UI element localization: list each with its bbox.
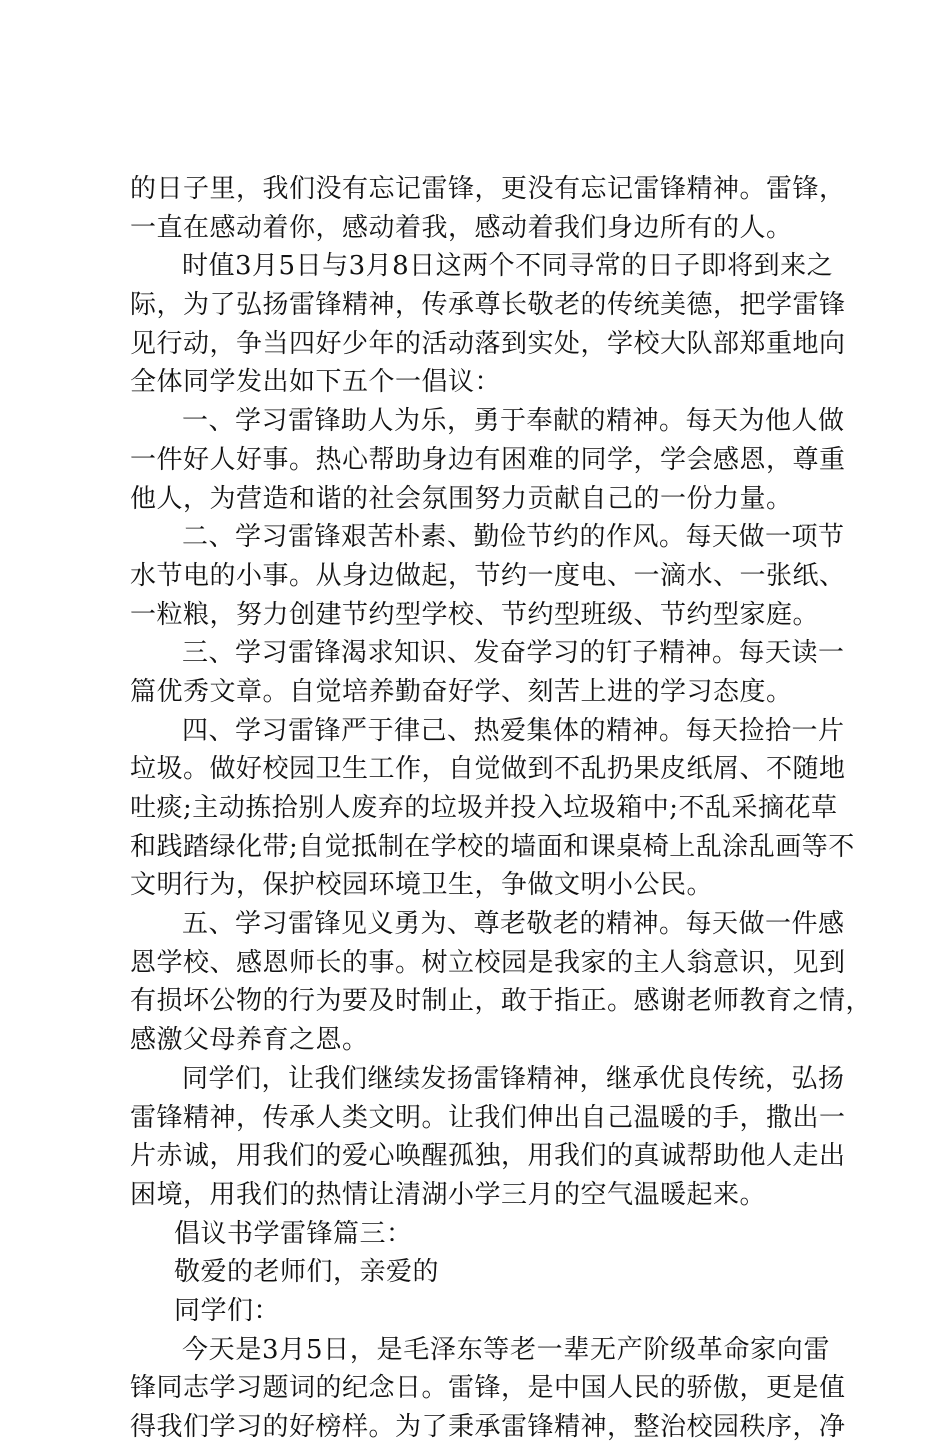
paragraph-line: 一、学习雷锋助人为乐，勇于奉献的精神。每天为他人做 — [182, 406, 845, 437]
salutation-line: 同学们： — [174, 1295, 281, 1326]
paragraph-line: 得我们学习的好榜样。为了秉承雷锋精神，整治校园秩序，净 — [130, 1412, 846, 1442]
paragraph-line: 文明行为，保护校园环境卫生，争做文明小公民。 — [130, 870, 714, 901]
paragraph-line: 水节电的小事。从身边做起，节约一度电、一滴水、一张纸、 — [130, 560, 846, 591]
paragraph-line: 见行动，争当四好少年的活动落到实处，学校大队部郑重地向 — [130, 328, 846, 359]
salutation-line: 敬爱的老师们，亲爱的 — [174, 1257, 440, 1288]
paragraph-line: 时值3月5日与3月8日这两个不同寻常的日子即将到来之 — [182, 251, 834, 282]
paragraph-line: 全体同学发出如下五个一倡议： — [130, 367, 502, 398]
paragraph-line: 篇优秀文章。自觉培养勤奋好学、刻苦上进的学习态度。 — [130, 676, 793, 707]
paragraph-line: 困境，用我们的热情让清湖小学三月的空气温暖起来。 — [130, 1179, 767, 1210]
paragraph-line: 一直在感动着你，感动着我，感动着我们身边所有的人。 — [130, 212, 793, 243]
paragraph-line: 锋同志学习题词的纪念日。雷锋，是中国人民的骄傲，更是值 — [130, 1373, 846, 1404]
paragraph-line: 片赤诚，用我们的爱心唤醒孤独，用我们的真诚帮助他人走出 — [130, 1141, 846, 1172]
paragraph-line: 雷锋精神，传承人类文明。让我们伸出自己温暖的手，撒出一 — [130, 1102, 846, 1133]
paragraph-line: 五、学习雷锋见义勇为、尊老敬老的精神。每天做一件感 — [182, 909, 845, 940]
paragraph-line: 一粒粮，努力创建节约型学校、节约型班级、节约型家庭。 — [130, 599, 820, 630]
paragraph-line: 和践踏绿化带;自觉抵制在学校的墙面和课桌椅上乱涂乱画等不 — [130, 831, 855, 862]
paragraph-line: 一件好人好事。热心帮助身边有困难的同学，学会感恩，尊重 — [130, 444, 846, 475]
section-heading: 倡议书学雷锋篇三： — [174, 1218, 413, 1249]
paragraph-line: 有损坏公物的行为要及时制止，敢于指正。感谢老师教育之情， — [130, 986, 873, 1017]
paragraph-line: 他人，为营造和谐的社会氛围努力贡献自己的一份力量。 — [130, 483, 793, 514]
paragraph-line: 同学们，让我们继续发扬雷锋精神，继承优良传统，弘扬 — [182, 1063, 845, 1094]
paragraph-line: 吐痰;主动拣拾别人废弃的垃圾并投入垃圾箱中;不乱采摘花草 — [130, 793, 838, 823]
paragraph-line: 四、学习雷锋严于律己、热爱集体的精神。每天捡拾一片 — [182, 715, 845, 746]
document-body — [130, 170, 873, 1447]
paragraph-line: 恩学校、感恩师长的事。树立校园是我家的主人翁意识，见到 — [130, 947, 846, 978]
paragraph-line: 二、学习雷锋艰苦朴素、勤俭节约的作风。每天做一项节 — [182, 522, 845, 553]
paragraph-line: 际，为了弘扬雷锋精神，传承尊长敬老的传统美德，把学雷锋 — [130, 290, 846, 321]
paragraph-line: 的日子里，我们没有忘记雷锋，更没有忘记雷锋精神。雷锋， — [130, 174, 846, 204]
paragraph-line: 三、学习雷锋渴求知识、发奋学习的钉子精神。每天读一 — [182, 638, 845, 669]
paragraph-line: 垃圾。做好校园卫生工作，自觉做到不乱扔果皮纸屑、不随地 — [130, 754, 846, 785]
paragraph-line: 感激父母养育之恩。 — [130, 1025, 369, 1056]
paragraph-line: 今天是3月5日，是毛泽东等老一辈无产阶级革命家向雷 — [182, 1334, 830, 1365]
